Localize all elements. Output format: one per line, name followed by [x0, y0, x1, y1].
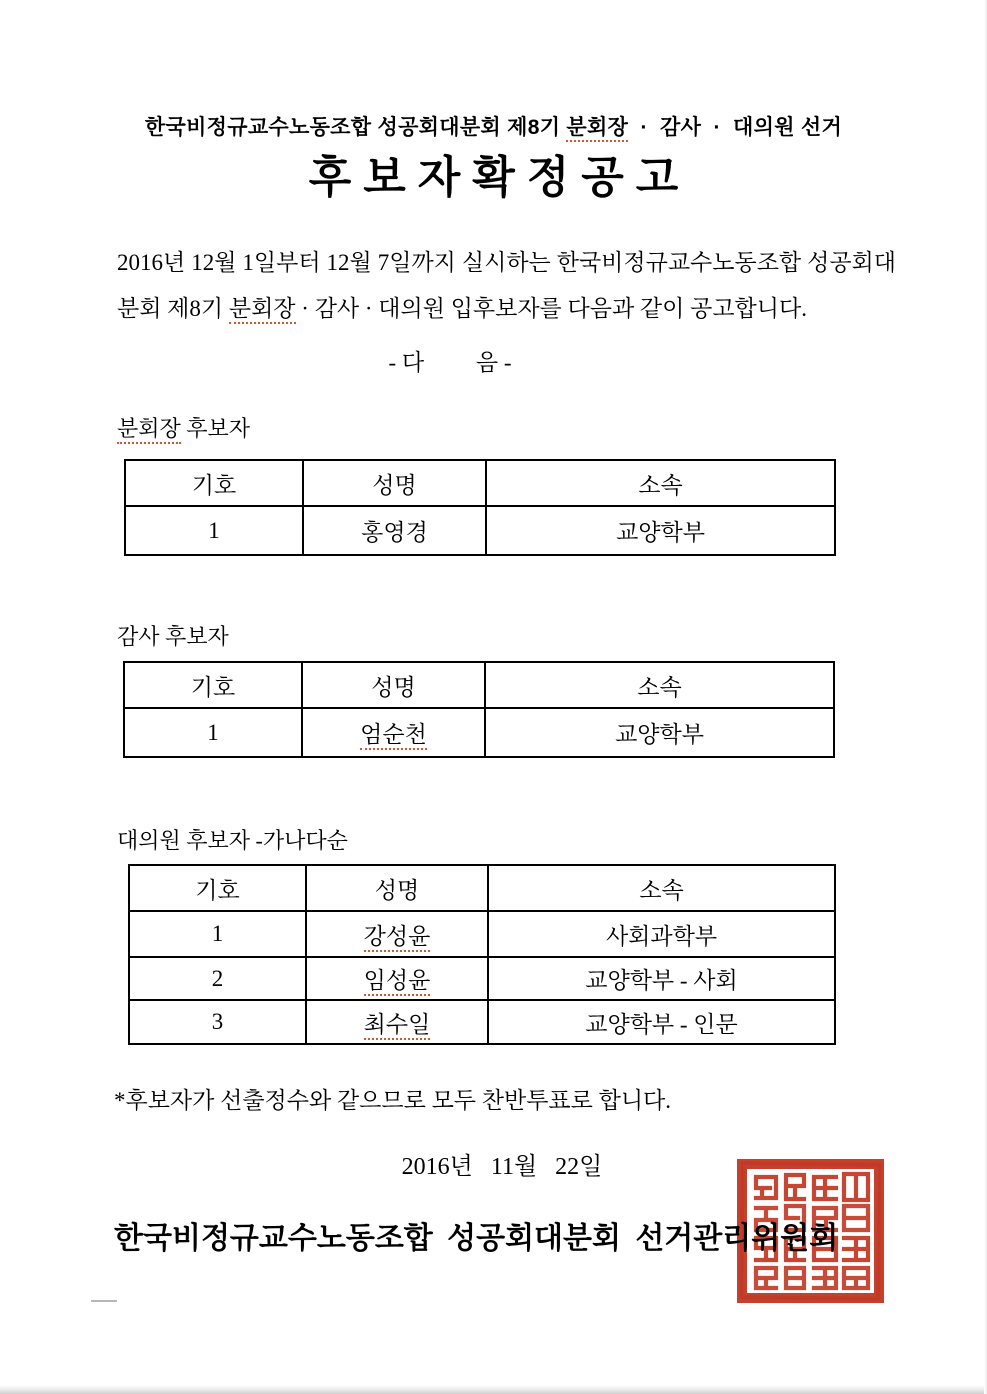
- column-header-affiliation: 소속: [486, 460, 835, 506]
- column-header-affiliation: 소속: [485, 662, 834, 708]
- table-row: [125, 506, 835, 555]
- cell-number: 1: [125, 506, 303, 555]
- cell-affiliation: 교양학부: [485, 708, 834, 757]
- table-row: [129, 911, 835, 957]
- cell-affiliation: 사회과학부: [488, 911, 835, 957]
- column-header-affiliation: 소속: [488, 865, 835, 911]
- intro-line-2-text: · 감사 · 대의원 입후보자를 다음과 같이 공고합니다.: [295, 296, 807, 321]
- cell-name: [306, 957, 488, 1000]
- table-row: [129, 957, 835, 1000]
- column-header-name: 성명: [303, 460, 486, 506]
- section-label-chair: [117, 412, 250, 443]
- cell-affiliation: 교양학부 - 인문: [488, 1000, 835, 1044]
- subtitle-text: · 감사 · 대의원 선거: [628, 116, 843, 139]
- cell-name-spellchecked: 임성윤: [364, 968, 431, 996]
- intro-paragraph: [117, 240, 896, 332]
- cell-affiliation: 교양학부: [486, 506, 835, 555]
- cell-name: [306, 911, 488, 957]
- section-label-auditor: 감사 후보자: [117, 624, 229, 649]
- table-row: [129, 1000, 835, 1044]
- intro-line-2-text: 분회 제8기: [117, 296, 229, 321]
- table-header-row: [125, 460, 835, 506]
- column-header-name: 성명: [302, 662, 485, 708]
- subtitle-text: 한국비정규교수노동조합 성공회대분회 제8기: [144, 116, 567, 139]
- issuing-organization-line: 한국비정규교수노동조합 성공회대분회 선거관리위원회: [114, 1222, 839, 1255]
- intro-line-2: [117, 286, 896, 332]
- delegate-candidates-table: [128, 864, 836, 1045]
- cell-name-spellchecked: 강성윤: [364, 924, 431, 952]
- intro-line-2-spellchecked: 분회장: [229, 296, 296, 324]
- cell-name: [302, 708, 485, 757]
- column-header-name: 성명: [306, 865, 488, 911]
- cell-name: 홍영경: [303, 506, 486, 555]
- table-header-row: [129, 865, 835, 911]
- subtitle-text-spellchecked: 분회장: [566, 116, 628, 142]
- cell-affiliation: 교양학부 - 사회: [488, 957, 835, 1000]
- election-subtitle: [0, 111, 987, 141]
- auditor-candidates-table: [123, 661, 835, 758]
- chair-candidates-table: [124, 459, 836, 556]
- intro-line-1: 2016년 12월 1일부터 12월 7일까지 실시하는 한국비정규교수노동조합 성공회대: [117, 250, 896, 275]
- cell-name-spellchecked: 최수일: [364, 1012, 431, 1040]
- section-label-delegate: 대의원 후보자 -가나다순: [117, 828, 348, 853]
- table-header-row: [124, 662, 834, 708]
- page-artifact-line: [91, 1300, 117, 1302]
- section-label-chair-spellchecked: 분회장: [117, 416, 181, 444]
- cell-name: [306, 1000, 488, 1044]
- cell-name-spellchecked: 엄순천: [360, 722, 427, 750]
- column-header-number: 기호: [124, 662, 302, 708]
- date-line: 2016년 11월 22일: [401, 1154, 603, 1180]
- cell-number: 3: [129, 1000, 306, 1044]
- footnote-text: *후보자가 선출정수와 같으므로 모두 찬반투표로 합니다.: [114, 1088, 672, 1113]
- cell-number: 2: [129, 957, 306, 1000]
- cell-number: 1: [124, 708, 302, 757]
- table-row: [124, 708, 834, 757]
- cell-number: 1: [129, 911, 306, 957]
- daum-separator: - 다 음 -: [388, 350, 512, 375]
- page-bottom-edge: [0, 1385, 987, 1394]
- column-header-number: 기호: [125, 460, 303, 506]
- page-title: 후보자확정공고: [308, 153, 691, 202]
- section-label-chair-text: 후보자: [180, 416, 251, 441]
- column-header-number: 기호: [129, 865, 306, 911]
